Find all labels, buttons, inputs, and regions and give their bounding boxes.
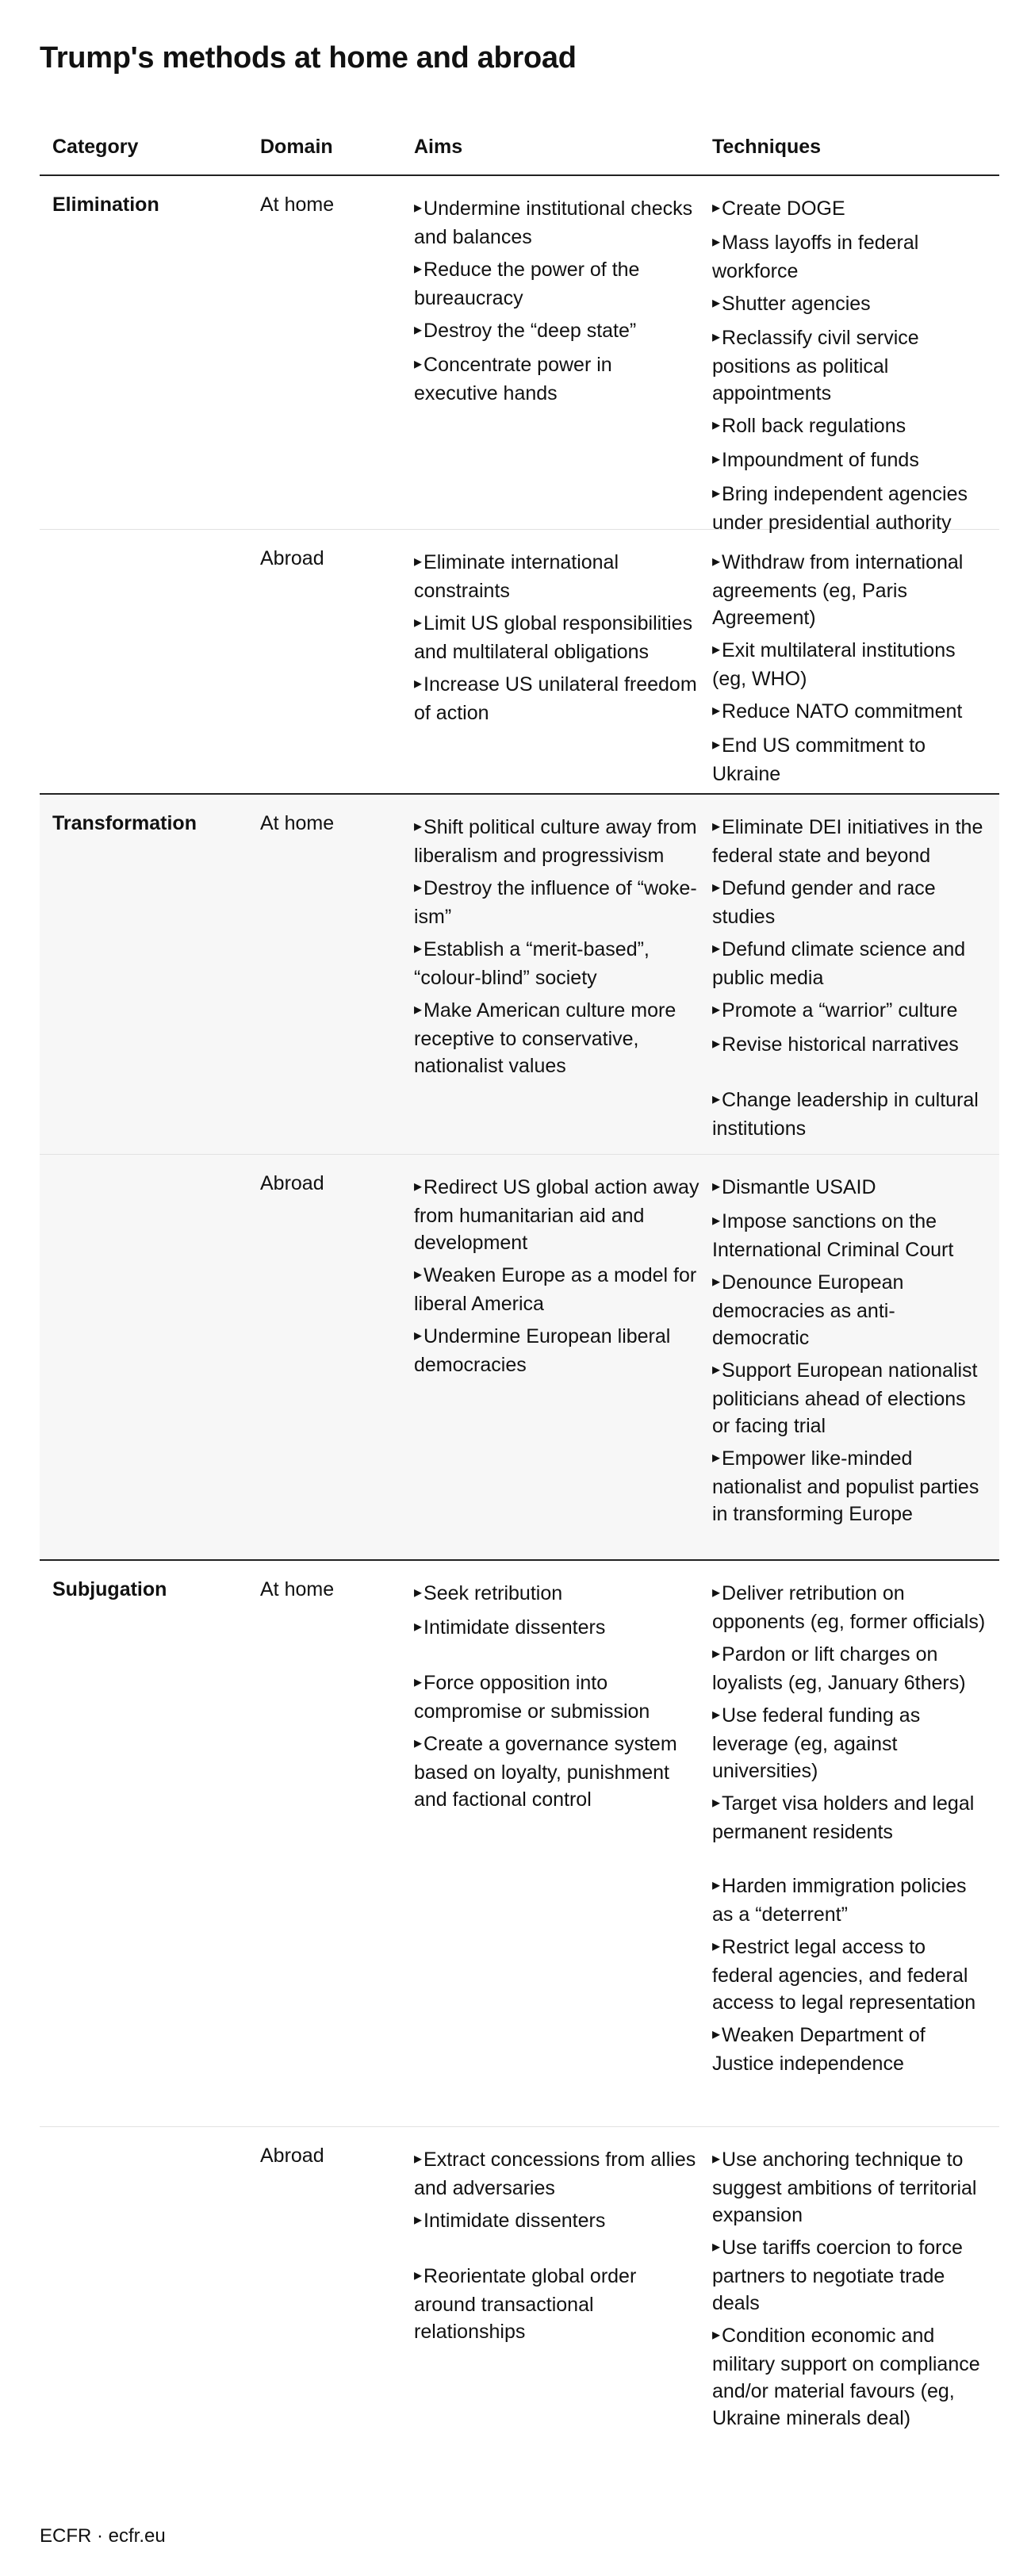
domain-cell: At home <box>260 194 335 216</box>
techniques-cell <box>712 1155 999 1533</box>
aims-cell <box>414 1155 712 1384</box>
aim-item: ▸ Destroy the “deep state” <box>414 317 712 346</box>
category-cell <box>40 530 260 547</box>
technique-item: ▸ Restrict legal access to federal agencies, and federal access to legal representation <box>712 1934 999 2016</box>
technique-item: ▸ Exit multilateral institutions (eg, WHO) <box>712 637 999 692</box>
aim-item: ▸ Extract concessions from allies and adversaries <box>414 2146 712 2202</box>
aim-item: ▸ Create a governance system based on loyalty, punishment and factional control <box>414 1731 712 1813</box>
aim-item: ▸ Weaken Europe as a model for liberal America <box>414 1262 712 1317</box>
aim-item: ▸ Reorientate global order around transactional relationships <box>414 2263 712 2345</box>
aims-cell <box>414 1561 712 1819</box>
category-cell <box>40 1155 260 1172</box>
aims-cell <box>414 2127 712 2351</box>
aim-item: ▸ Make American culture more receptive to conservative, nationalist values <box>414 997 712 1079</box>
techniques-cell <box>712 795 999 1148</box>
techniques-cell-list <box>712 549 999 788</box>
source-credit: ECFR · ecfr.eu <box>40 2525 166 2547</box>
techniques-cell <box>712 530 999 793</box>
aim-item: ▸ Intimidate dissenters <box>414 1614 712 1643</box>
aims-cell <box>414 176 712 412</box>
domain-cell: At home <box>260 1578 335 1600</box>
techniques-cell <box>712 1561 999 2083</box>
technique-item: ▸ End US commitment to Ukraine <box>712 732 999 788</box>
aim-item: ▸ Reduce the power of the bureaucracy <box>414 256 712 312</box>
technique-item: ▸ Mass layoffs in federal workforce <box>712 229 999 285</box>
technique-item: ▸ Impoundment of funds <box>712 447 999 475</box>
aim-item: ▸ Seek retribution <box>414 1580 712 1608</box>
technique-item: ▸ Withdraw from international agreements (eg, Paris Agreement) <box>712 549 999 631</box>
category-cell: Subjugation <box>52 1578 167 1600</box>
techniques-cell-list <box>712 2146 999 2432</box>
aim-item: ▸ Increase US unilateral freedom of action <box>414 671 712 726</box>
aims-cell-list <box>414 814 712 1079</box>
technique-item: ▸ Promote a “warrior” culture <box>712 997 999 1025</box>
aims-cell-list <box>414 2146 712 2345</box>
aim-item: ▸ Force opposition into compromise or submission <box>414 1669 712 1725</box>
technique-item: ▸ Reduce NATO commitment <box>712 698 999 726</box>
technique-item: ▸ Roll back regulations <box>712 412 999 441</box>
aim-item: ▸ Establish a “merit-based”, “colour-blind” society <box>414 936 712 991</box>
aims-cell-list <box>414 195 712 407</box>
table-body <box>40 176 999 2476</box>
domain-cell: Abroad <box>260 1172 324 1194</box>
domain-cell: Abroad <box>260 547 324 569</box>
table-row <box>40 795 999 1155</box>
aims-cell-list <box>414 1174 712 1378</box>
technique-item: ▸ Deliver retribution on opponents (eg, former officials) <box>712 1580 999 1635</box>
table-row <box>40 1561 999 2127</box>
technique-item: ▸ Revise historical narratives <box>712 1031 999 1060</box>
aims-cell <box>414 530 712 732</box>
header-category: Category <box>52 135 139 158</box>
header-techniques: Techniques <box>712 135 822 158</box>
technique-item: ▸ Create DOGE <box>712 195 999 224</box>
aim-item: ▸ Eliminate international constraints <box>414 549 712 604</box>
table-row <box>40 2127 999 2476</box>
category-cell <box>40 2127 260 2145</box>
technique-item: ▸ Impose sanctions on the International Criminal Court <box>712 1208 999 1263</box>
techniques-cell <box>712 2127 999 2437</box>
table-header <box>40 119 999 176</box>
aims-cell <box>414 795 712 1085</box>
header-aims: Aims <box>414 135 463 158</box>
technique-item: ▸ Empower like-minded nationalist and populist parties in transforming Europe <box>712 1445 999 1528</box>
aim-item: ▸ Undermine European liberal democracies <box>414 1323 712 1378</box>
techniques-cell <box>712 176 999 542</box>
table-row <box>40 530 999 795</box>
aim-item: ▸ Destroy the influence of “woke-ism” <box>414 875 712 930</box>
aim-item: ▸ Intimidate dissenters <box>414 2207 712 2236</box>
technique-item: ▸ Change leadership in cultural institutions <box>712 1087 999 1142</box>
technique-item: ▸ Weaken Department of Justice independence <box>712 2022 999 2077</box>
domain-cell: Abroad <box>260 2145 324 2167</box>
aim-item: ▸ Undermine institutional checks and balances <box>414 195 712 251</box>
techniques-cell-list <box>712 195 999 536</box>
techniques-cell-list <box>712 1580 999 2077</box>
technique-item: ▸ Denounce European democracies as anti-democratic <box>712 1269 999 1351</box>
technique-item: ▸ Bring independent agencies under presidential authority <box>712 481 999 536</box>
technique-item: ▸ Defund climate science and public media <box>712 936 999 991</box>
aims-cell-list <box>414 549 712 726</box>
technique-item: ▸ Pardon or lift charges on loyalists (eg, January 6thers) <box>712 1641 999 1696</box>
table-row <box>40 1155 999 1561</box>
technique-item: ▸ Use anchoring technique to suggest ambitions of territorial expansion <box>712 2146 999 2229</box>
aims-cell-list <box>414 1580 712 1813</box>
technique-item: ▸ Use federal funding as leverage (eg, against universities) <box>712 1702 999 1784</box>
category-cell: Elimination <box>52 194 159 216</box>
aim-item: ▸ Limit US global responsibilities and multilateral obligations <box>414 610 712 665</box>
methods-table <box>40 119 999 2476</box>
table-row <box>40 176 999 534</box>
technique-item: ▸ Reclassify civil service positions as political appointments <box>712 324 999 407</box>
header-domain: Domain <box>260 135 333 158</box>
technique-item: ▸ Harden immigration policies as a “deterrent” <box>712 1873 999 1928</box>
page-title: Trump's methods at home and abroad <box>40 41 577 75</box>
technique-item: ▸ Defund gender and race studies <box>712 875 999 930</box>
aim-item: ▸ Shift political culture away from liberalism and progressivism <box>414 814 712 869</box>
category-cell: Transformation <box>52 812 197 834</box>
domain-cell: At home <box>260 812 335 834</box>
techniques-cell-list <box>712 1174 999 1528</box>
technique-item: ▸ Use tariffs coercion to force partners to negotiate trade deals <box>712 2234 999 2317</box>
aim-item: ▸ Concentrate power in executive hands <box>414 351 712 407</box>
technique-item: ▸ Target visa holders and legal permanent residents <box>712 1790 999 1846</box>
aim-item: ▸ Redirect US global action away from humanitarian aid and development <box>414 1174 712 1256</box>
technique-item: ▸ Dismantle USAID <box>712 1174 999 1202</box>
technique-item: ▸ Eliminate DEI initiatives in the federal state and beyond <box>712 814 999 869</box>
technique-item: ▸ Shutter agencies <box>712 290 999 319</box>
technique-item: ▸ Condition economic and military support on compliance and/or material favours (eg, Ukraine minerals deal) <box>712 2322 999 2432</box>
techniques-cell-list <box>712 814 999 1142</box>
technique-item: ▸ Support European nationalist politicians ahead of elections or facing trial <box>712 1357 999 1439</box>
